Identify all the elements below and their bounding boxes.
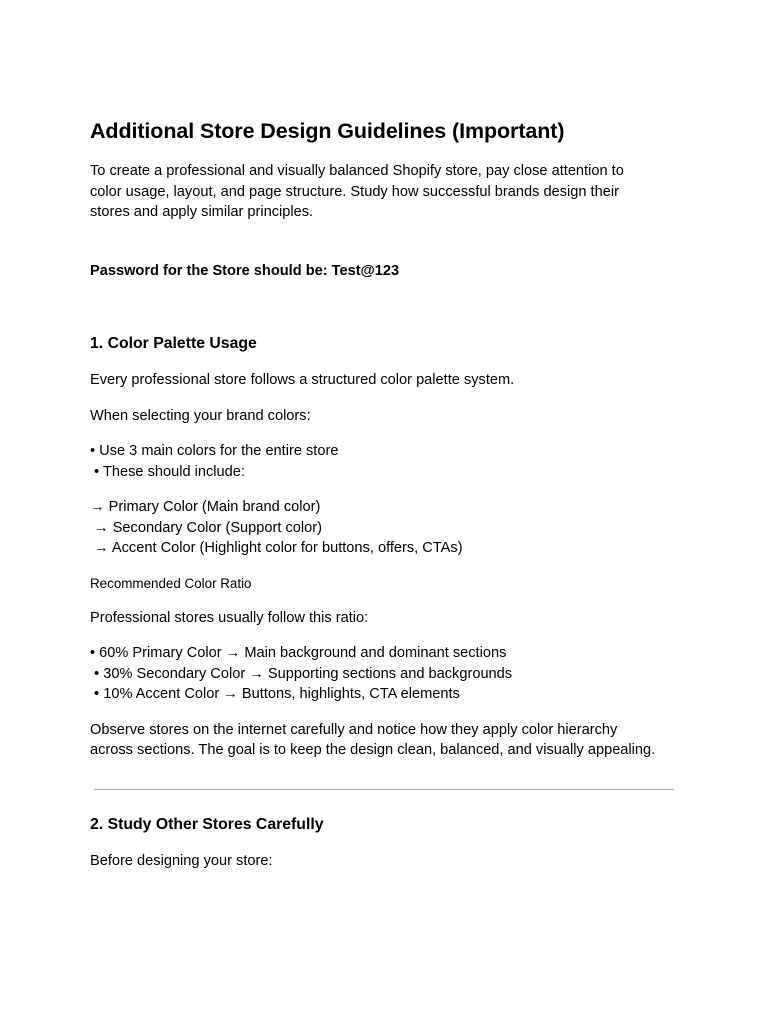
list-item: • 60% Primary Color → Main background and dominant sections	[90, 645, 507, 661]
list-item: • Use 3 main colors for the entire store	[90, 443, 339, 459]
document-content	[90, 117, 680, 871]
section-divider	[94, 789, 674, 790]
list-item: • 10% Accent Color → Buttons, highlights, CTA elements	[90, 686, 460, 702]
intro-paragraph	[90, 161, 680, 223]
list-item: → Accent Color (Highlight color for buttons, offers, CTAs)	[90, 540, 463, 556]
closing-line: Observe stores on the internet carefully and notice how they apply color hierarchy	[90, 721, 618, 738]
section-heading-study-stores: 2. Study Other Stores Carefully	[90, 815, 324, 833]
password-note: Password for the Store should be: Test@123	[90, 262, 400, 279]
document-title: Additional Store Design Guidelines (Important)	[90, 119, 565, 143]
ratio-list	[90, 643, 680, 705]
study-stores-paragraph: Before designing your store:	[90, 852, 273, 869]
closing-paragraph	[90, 720, 680, 761]
section-heading-color-palette: 1. Color Palette Usage	[90, 335, 257, 352]
ratio-intro-paragraph: Professional stores usually follow this ratio:	[90, 609, 369, 626]
intro-line: color usage, layout, and page structure. Study how successful brands design their	[90, 183, 619, 200]
intro-line: To create a professional and visually balanced Shopify store, pay close attention to	[90, 163, 624, 179]
intro-line: stores and apply similar principles.	[90, 204, 314, 220]
list-item: • 30% Secondary Color → Supporting sections and backgrounds	[90, 665, 513, 682]
color-palette-paragraph: Every professional store follows a structured color palette system.	[90, 372, 515, 388]
list-item: • These should include:	[90, 463, 245, 480]
bullet-list	[90, 441, 680, 482]
list-item: → Primary Color (Main brand color)	[90, 499, 321, 515]
brand-colors-paragraph: When selecting your brand colors:	[90, 407, 311, 424]
ratio-subheading: Recommended Color Ratio	[90, 575, 252, 591]
color-roles-list	[90, 497, 680, 559]
closing-line: across sections. The goal is to keep the design clean, balanced, and visually appealing.	[90, 742, 656, 758]
list-item: → Secondary Color (Support color)	[90, 519, 322, 536]
